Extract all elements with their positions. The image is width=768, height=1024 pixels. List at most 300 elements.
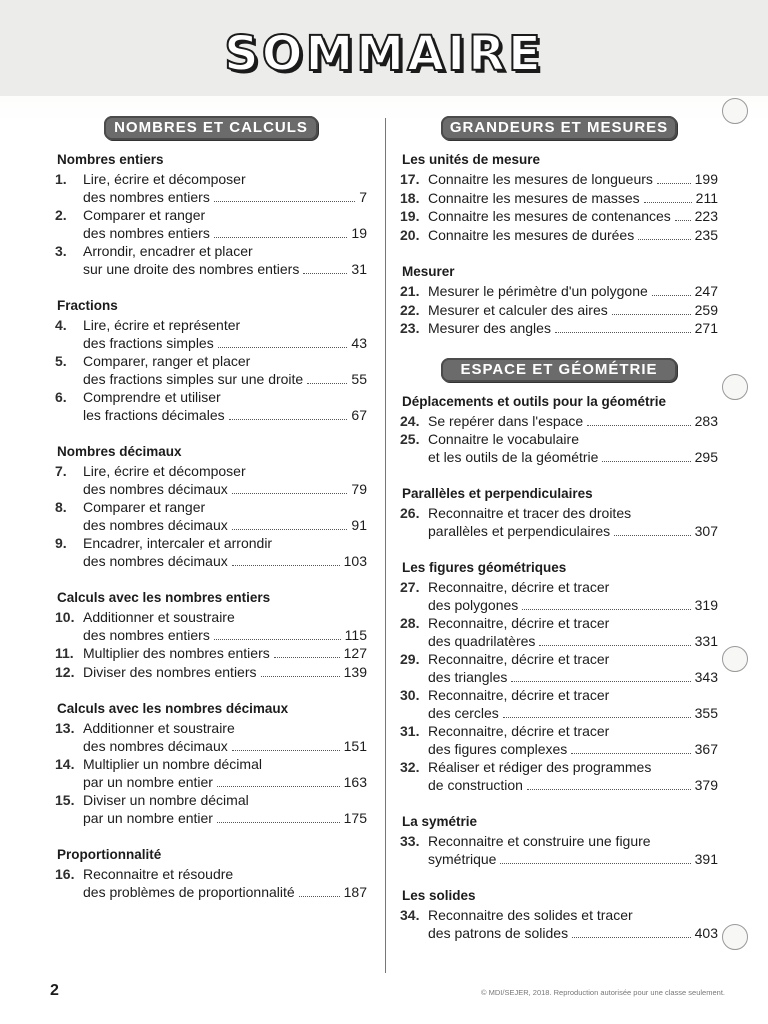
- banner-nombres-et-calculs: NOMBRES ET CALCULS: [104, 116, 318, 140]
- dot-leader: [218, 346, 348, 348]
- entry-number: 15.: [55, 792, 75, 808]
- entry-text: Arrondir, encadrer et placer: [83, 243, 253, 259]
- dot-leader: [555, 331, 691, 333]
- entry-text: des nombres entiers: [83, 224, 210, 241]
- entry-text: Comparer, ranger et placer: [83, 353, 251, 369]
- entry-text: Réaliser et rédiger des programmes: [428, 759, 652, 775]
- entry-page-number: 127: [343, 645, 367, 661]
- entry-last-line: [428, 190, 718, 208]
- left-column: [55, 116, 367, 921]
- entry-page-number: 319: [694, 596, 718, 613]
- entry-body: [428, 283, 718, 301]
- toc-entry[interactable]: [55, 353, 367, 388]
- binder-hole: [722, 98, 748, 124]
- dot-leader: [511, 680, 690, 682]
- dot-leader: [232, 528, 348, 530]
- binder-hole: [722, 374, 748, 400]
- toc-entry[interactable]: [400, 907, 718, 942]
- entry-text: des nombres décimaux: [83, 480, 228, 497]
- entry-number: 16.: [55, 866, 75, 882]
- entry-body: [83, 664, 367, 682]
- section-title: Nombres décimaux: [57, 444, 182, 459]
- entry-text: des nombres décimaux: [83, 552, 228, 569]
- entry-number: 4.: [55, 317, 67, 333]
- entry-text: Reconnaitre, décrire et tracer: [428, 687, 610, 703]
- entry-number: 6.: [55, 389, 67, 405]
- entry-text: Reconnaitre, décrire et tracer: [428, 651, 610, 667]
- dot-leader: [307, 382, 347, 384]
- entry-last-line: [428, 597, 718, 615]
- toc-section: [55, 847, 367, 901]
- toc-entry[interactable]: [55, 207, 367, 242]
- entry-page-number: 103: [343, 552, 367, 569]
- entry-body: [83, 499, 367, 534]
- entry-body: [83, 463, 367, 498]
- entry-body: [428, 413, 718, 431]
- right-sections-grandeurs: [400, 152, 718, 338]
- entry-text: Lire, écrire et décomposer: [83, 463, 246, 479]
- entry-text: Comparer et ranger: [83, 207, 206, 223]
- entry-text: Reconnaitre, décrire et tracer: [428, 723, 610, 739]
- entry-text: Connaitre les mesures de longueurs: [428, 171, 653, 187]
- toc-entry[interactable]: [400, 723, 718, 758]
- entry-last-line: [428, 633, 718, 651]
- toc-section: [55, 298, 367, 424]
- section-title: Déplacements et outils pour la géométrie: [402, 393, 667, 409]
- entry-text: des figures complexes: [428, 740, 568, 757]
- entry-text: Mesurer des angles: [428, 320, 551, 336]
- dot-leader: [214, 638, 341, 640]
- entry-text: les fractions décimales: [83, 406, 225, 423]
- toc-entry[interactable]: [400, 320, 718, 338]
- entry-page-number: 67: [351, 406, 367, 423]
- section-title: Calculs avec les nombres décimaux: [57, 701, 289, 716]
- entry-text: Lire, écrire et représenter: [83, 317, 241, 333]
- entry-number: 2.: [55, 207, 67, 223]
- dot-leader: [217, 785, 340, 787]
- entry-text: Se repérer dans l'espace: [428, 412, 584, 429]
- dot-leader: [503, 716, 691, 718]
- toc-section: [55, 590, 367, 681]
- entry-number: 1.: [55, 171, 67, 187]
- toc-section: [55, 444, 367, 570]
- toc-entry[interactable]: [400, 302, 718, 320]
- entry-text: Additionner et soustraire: [83, 720, 235, 736]
- section-title: Nombres entiers: [57, 152, 164, 167]
- entry-page-number: 295: [694, 448, 718, 465]
- entry-number: 32.: [400, 759, 420, 775]
- entry-page-number: 175: [343, 809, 367, 826]
- dot-leader: [612, 313, 691, 315]
- toc-entry[interactable]: [55, 171, 367, 206]
- entry-page-number: 7: [359, 188, 367, 205]
- entry-last-line: [83, 774, 367, 792]
- entry-text: Encadrer, intercaler et arrondir: [83, 535, 273, 551]
- entry-text: Diviser des nombres entiers: [83, 663, 257, 680]
- entry-text: des triangles: [428, 668, 508, 685]
- entry-body: [428, 907, 718, 942]
- entry-page-number: 199: [694, 171, 718, 187]
- entry-number: 5.: [55, 353, 67, 369]
- entry-body: [83, 756, 367, 791]
- toc-entry[interactable]: [55, 792, 367, 827]
- toc-entry[interactable]: [400, 413, 718, 431]
- entry-page-number: 43: [351, 334, 367, 351]
- entry-page-number: 91: [351, 516, 367, 533]
- entry-text: des fractions simples sur une droite: [83, 370, 304, 387]
- entry-text: Connaitre les mesures de durées: [428, 226, 635, 243]
- entry-page-number: 391: [694, 850, 718, 867]
- entry-number: 27.: [400, 579, 420, 595]
- dot-leader: [539, 644, 690, 646]
- entry-last-line: [428, 741, 718, 759]
- dot-leader: [571, 752, 690, 754]
- entry-text: Connaitre les mesures de contenances: [428, 208, 671, 224]
- entry-last-line: [428, 413, 718, 431]
- entry-last-line: [428, 227, 718, 245]
- entry-text: Multiplier un nombre décimal: [83, 756, 262, 772]
- dot-leader: [638, 238, 690, 240]
- toc-section: [400, 264, 718, 338]
- toc-section: [400, 152, 718, 244]
- toc-entry[interactable]: [55, 463, 367, 498]
- toc-entry[interactable]: [55, 664, 367, 682]
- entry-text: des nombres décimaux: [83, 516, 228, 533]
- entry-body: [83, 207, 367, 242]
- dot-leader: [657, 182, 691, 184]
- entry-body: [428, 651, 718, 686]
- entry-body: [83, 389, 367, 424]
- entry-text: Mesurer le périmètre d'un polygone: [428, 283, 648, 299]
- entry-page-number: 31: [351, 260, 367, 277]
- entry-text: des patrons de solides: [428, 924, 569, 941]
- entry-number: 31.: [400, 723, 420, 739]
- entry-number: 14.: [55, 756, 75, 772]
- entry-text: Reconnaitre et tracer des droites: [428, 505, 632, 521]
- entry-page-number: 19: [351, 224, 367, 241]
- toc-entry[interactable]: [55, 720, 367, 755]
- entry-body: [428, 579, 718, 614]
- entry-last-line: [83, 738, 367, 756]
- toc-entry[interactable]: [55, 317, 367, 352]
- toc-entry[interactable]: [55, 866, 367, 901]
- entry-body: [428, 431, 718, 466]
- entry-number: 10.: [55, 609, 75, 625]
- section-title: La symétrie: [402, 814, 478, 829]
- page-title: SOMMAIRE: [224, 26, 544, 82]
- entry-body: [428, 190, 718, 208]
- dot-leader: [644, 201, 692, 203]
- banner-espace-et-geometrie: ESPACE ET GÉOMÉTRIE: [441, 358, 677, 382]
- entry-text: par un nombre entier: [83, 773, 213, 790]
- entry-page-number: 355: [694, 704, 718, 721]
- entry-body: [83, 792, 367, 827]
- toc-entry[interactable]: [400, 687, 718, 722]
- toc-entry[interactable]: [55, 756, 367, 791]
- dot-leader: [614, 534, 691, 536]
- entry-page-number: 259: [694, 301, 718, 318]
- toc-entry[interactable]: [55, 535, 367, 570]
- entry-last-line: [428, 208, 718, 226]
- entry-body: [428, 687, 718, 722]
- dot-leader: [572, 936, 691, 938]
- entry-last-line: [83, 335, 367, 353]
- entry-body: [83, 535, 367, 570]
- entry-last-line: [428, 523, 718, 541]
- section-title: Les solides: [402, 888, 476, 903]
- toc-entry[interactable]: [400, 190, 718, 208]
- entry-page-number: 367: [694, 740, 718, 757]
- toc-entry[interactable]: [55, 243, 367, 278]
- entry-body: [428, 208, 718, 226]
- entry-text: des fractions simples: [83, 334, 214, 351]
- entry-text: Reconnaitre des solides et tracer: [428, 907, 633, 923]
- entry-body: [83, 866, 367, 901]
- toc-section: [400, 560, 718, 794]
- entry-text: des nombres entiers: [83, 626, 210, 643]
- toc-entry[interactable]: [400, 431, 718, 466]
- entry-page-number: 379: [694, 776, 718, 793]
- entry-text: des problèmes de proportionnalité: [83, 883, 295, 900]
- entry-last-line: [83, 645, 367, 663]
- toc-entry[interactable]: [55, 645, 367, 663]
- entry-number: 23.: [400, 320, 420, 336]
- entry-body: [428, 227, 718, 245]
- toc-entry[interactable]: [400, 208, 718, 226]
- entry-text: Reconnaitre et construire une figure: [428, 833, 651, 849]
- section-title: Parallèles et perpendiculaires: [402, 486, 593, 501]
- entry-number: 33.: [400, 833, 420, 849]
- dot-leader: [587, 424, 690, 426]
- entry-last-line: [83, 884, 367, 902]
- entry-body: [83, 720, 367, 755]
- entry-number: 22.: [400, 301, 420, 318]
- entry-last-line: [428, 449, 718, 467]
- dot-leader: [214, 200, 355, 202]
- entry-page-number: 211: [695, 189, 718, 206]
- entry-text: des nombres décimaux: [83, 737, 228, 754]
- entry-page-number: 55: [351, 370, 367, 387]
- entry-body: [428, 302, 718, 320]
- entry-body: [83, 645, 367, 663]
- entry-text: des nombres entiers: [83, 188, 210, 205]
- entry-number: 34.: [400, 907, 420, 923]
- entry-number: 30.: [400, 687, 420, 703]
- entry-last-line: [428, 320, 718, 338]
- entry-body: [428, 615, 718, 650]
- entry-last-line: [83, 371, 367, 389]
- toc-entry[interactable]: [400, 615, 718, 650]
- section-title: Proportionnalité: [57, 847, 162, 862]
- toc-entry[interactable]: [55, 389, 367, 424]
- entry-text: de construction: [428, 776, 523, 793]
- entry-body: [83, 171, 367, 206]
- entry-number: 20.: [400, 226, 420, 243]
- entry-number: 25.: [400, 431, 420, 447]
- entry-body: [83, 243, 367, 278]
- entry-text: Comparer et ranger: [83, 499, 206, 515]
- entry-number: 8.: [55, 499, 67, 515]
- entry-number: 12.: [55, 663, 75, 680]
- entry-text: par un nombre entier: [83, 809, 213, 826]
- dot-leader: [299, 895, 340, 897]
- entry-number: 18.: [400, 189, 420, 206]
- binder-hole: [722, 924, 748, 950]
- toc-section: [400, 888, 718, 942]
- dot-leader: [232, 492, 348, 494]
- toc-entry[interactable]: [55, 499, 367, 534]
- dot-leader: [602, 460, 690, 462]
- entry-body: [428, 759, 718, 794]
- section-title: Fractions: [57, 298, 118, 313]
- toc-entry[interactable]: [400, 505, 718, 540]
- right-sections-geometrie: [400, 394, 718, 943]
- entry-page-number: 163: [343, 773, 367, 790]
- entry-body: [83, 353, 367, 388]
- section-title: Les unités de mesure: [402, 152, 541, 167]
- entry-last-line: [428, 705, 718, 723]
- toc-entry[interactable]: [400, 171, 718, 189]
- entry-number: 19.: [400, 208, 420, 224]
- entry-last-line: [83, 627, 367, 645]
- entry-number: 13.: [55, 720, 75, 736]
- entry-last-line: [83, 407, 367, 425]
- entry-text: Reconnaitre et résoudre: [83, 866, 234, 882]
- dot-leader: [303, 272, 347, 274]
- entry-number: 9.: [55, 535, 67, 551]
- entry-page-number: 307: [694, 522, 718, 539]
- entry-number: 21.: [400, 283, 420, 299]
- toc-section: [400, 394, 718, 467]
- entry-text: des polygones: [428, 596, 519, 613]
- entry-last-line: [428, 777, 718, 795]
- entry-page-number: 331: [694, 632, 718, 649]
- toc-entry[interactable]: [400, 759, 718, 794]
- entry-page-number: 139: [343, 663, 367, 680]
- dot-leader: [217, 821, 340, 823]
- footer-copyright: © MDI/SEJER, 2018. Reproduction autorisée pour une classe seulement.: [481, 988, 725, 997]
- dot-leader: [527, 788, 691, 790]
- entry-body: [428, 723, 718, 758]
- entry-last-line: [83, 517, 367, 535]
- left-sections: [55, 152, 367, 901]
- entry-text: et les outils de la géométrie: [428, 448, 599, 465]
- entry-page-number: 187: [343, 883, 367, 900]
- toc-entry[interactable]: [400, 651, 718, 686]
- entry-page-number: 151: [343, 737, 367, 754]
- entry-text: Mesurer et calculer des aires: [428, 301, 608, 318]
- banner-grandeurs-et-mesures: GRANDEURS ET MESURES: [441, 116, 677, 140]
- entry-text: Connaitre le vocabulaire: [428, 431, 579, 447]
- entry-number: 29.: [400, 651, 420, 667]
- entry-page-number: 79: [351, 480, 367, 497]
- entry-text: des cercles: [428, 704, 499, 721]
- entry-last-line: [83, 261, 367, 279]
- binder-hole: [722, 646, 748, 672]
- entry-number: 24.: [400, 412, 420, 429]
- entry-body: [428, 505, 718, 540]
- section-title: Les figures géométriques: [402, 560, 567, 575]
- entry-last-line: [83, 189, 367, 207]
- toc-entry[interactable]: [400, 833, 718, 868]
- entry-number: 11.: [55, 645, 74, 661]
- toc-section: [55, 701, 367, 827]
- dot-leader: [232, 564, 340, 566]
- entry-text: des quadrilatères: [428, 632, 536, 649]
- toc-section: [400, 814, 718, 868]
- entry-text: sur une droite des nombres entiers: [83, 260, 300, 277]
- toc-section: [400, 486, 718, 540]
- entry-number: 7.: [55, 463, 67, 479]
- entry-text: Additionner et soustraire: [83, 609, 235, 625]
- entry-last-line: [428, 171, 718, 189]
- entry-text: symétrique: [428, 850, 497, 867]
- entry-text: parallèles et perpendiculaires: [428, 522, 611, 539]
- entry-last-line: [83, 481, 367, 499]
- entry-number: 26.: [400, 505, 420, 521]
- entry-number: 28.: [400, 615, 420, 631]
- entry-body: [428, 833, 718, 868]
- toc-entry[interactable]: [400, 227, 718, 245]
- entry-text: Lire, écrire et décomposer: [83, 171, 246, 187]
- entry-body: [428, 171, 718, 189]
- entry-last-line: [428, 302, 718, 320]
- section-title: Calculs avec les nombres entiers: [57, 590, 271, 605]
- entry-body: [83, 609, 367, 644]
- entry-last-line: [428, 851, 718, 869]
- entry-text: Reconnaitre, décrire et tracer: [428, 579, 610, 595]
- entry-page-number: 223: [694, 208, 718, 224]
- entry-page-number: 343: [694, 668, 718, 685]
- dot-leader: [652, 294, 691, 296]
- dot-leader: [274, 656, 340, 658]
- entry-body: [428, 320, 718, 338]
- entry-page-number: 283: [694, 412, 718, 429]
- entry-last-line: [83, 664, 367, 682]
- entry-last-line: [83, 553, 367, 571]
- entry-last-line: [428, 925, 718, 943]
- entry-number: 3.: [55, 243, 67, 259]
- entry-text: Comprendre et utiliser: [83, 389, 221, 405]
- entry-page-number: 247: [694, 283, 718, 299]
- entry-number: 17.: [400, 171, 420, 187]
- footer-page-number: 2: [50, 982, 59, 999]
- toc-entry[interactable]: [400, 283, 718, 301]
- dot-leader: [261, 675, 340, 677]
- dot-leader: [214, 236, 348, 238]
- entry-last-line: [83, 810, 367, 828]
- entry-text: Connaitre les mesures de masses: [428, 189, 640, 206]
- toc-entry[interactable]: [55, 609, 367, 644]
- entry-text: Multiplier des nombres entiers: [83, 645, 270, 661]
- entry-last-line: [428, 283, 718, 301]
- dot-leader: [232, 749, 340, 751]
- column-divider: [385, 118, 386, 973]
- entry-page-number: 271: [694, 320, 718, 336]
- right-column: [400, 116, 718, 962]
- toc-entry[interactable]: [400, 579, 718, 614]
- entry-last-line: [428, 669, 718, 687]
- entry-text: Diviser un nombre décimal: [83, 792, 249, 808]
- entry-last-line: [83, 225, 367, 243]
- section-title: Mesurer: [402, 264, 455, 279]
- dot-leader: [500, 862, 690, 864]
- dot-leader: [522, 608, 690, 610]
- dot-leader: [675, 219, 691, 221]
- entry-text: Reconnaitre, décrire et tracer: [428, 615, 610, 631]
- entry-page-number: 403: [694, 924, 718, 941]
- dot-leader: [229, 418, 348, 420]
